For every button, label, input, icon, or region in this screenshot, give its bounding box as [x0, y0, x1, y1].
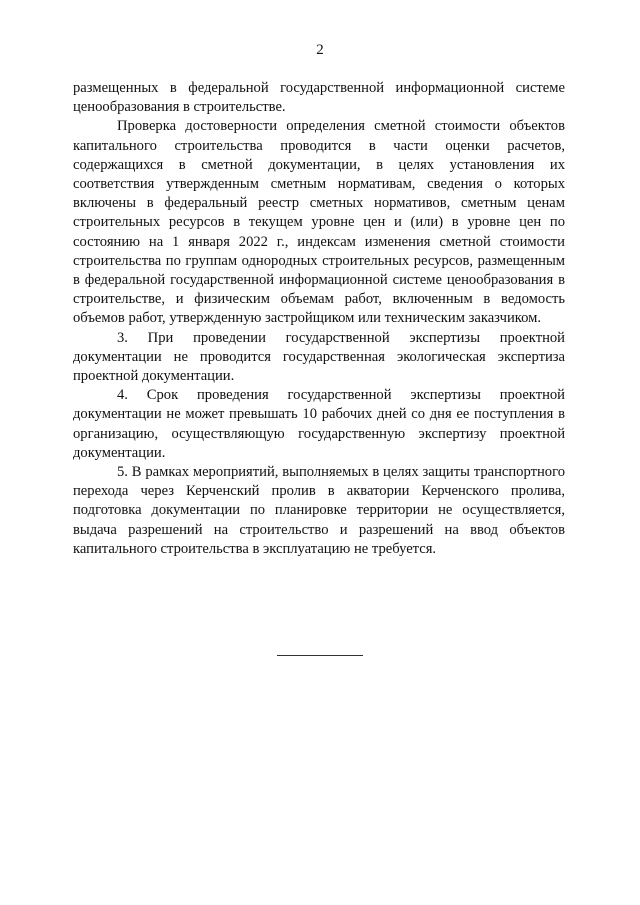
page-number: 2: [316, 42, 324, 58]
paragraph-item-4: 4. Срок проведения государственной экспертизы проектной документации не может превышать 10 рабочих дней со дня ее поступления в организацию, осуществляющую государственную экспертизу проектной документации.: [73, 387, 565, 461]
paragraph-item-3: 3. При проведении государственной экспертизы проектной документации не проводится государственная экологическая экспертиза проектной документации.: [73, 329, 565, 385]
paragraph-cost-verification: Проверка достоверности определения сметной стоимости объектов капитального строительства проводится в части оценки расчетов, содержащихся в сметной документации, в целях установления их соответствия утвержденным сметным нормативам, сведения о которых включены в федеральный реестр сметных нормативов, сметным ценам строительных ресурсов в текущем уровне цен и (или) в уровне цен по состоянию на 1 января 2022 г., индексам изменения сметной стоимости строительства по группам однородных строительных ресурсов, размещенным в федеральной государственной информационной системе ценообразования в строительстве, и физическим объемам работ, включенным в ведомость объемов работ, утвержденную застройщиком или техническим заказчиком.: [73, 118, 565, 327]
paragraph-item-5: 5. В рамках мероприятий, выполняемых в целях защиты транспортного перехода через Керченский пролив в акватории Керченского пролива, подготовка документации по планировке территории не осуществляется, выдача разрешений на строительство и разрешений на ввод объектов капитального строительства в эксплуатацию не требуется.: [73, 464, 565, 557]
document-body: [73, 79, 565, 559]
paragraph-continuation: размещенных в федеральной государственной информационной системе ценообразования в строительстве.: [73, 80, 565, 116]
end-of-document-rule: [277, 655, 363, 656]
